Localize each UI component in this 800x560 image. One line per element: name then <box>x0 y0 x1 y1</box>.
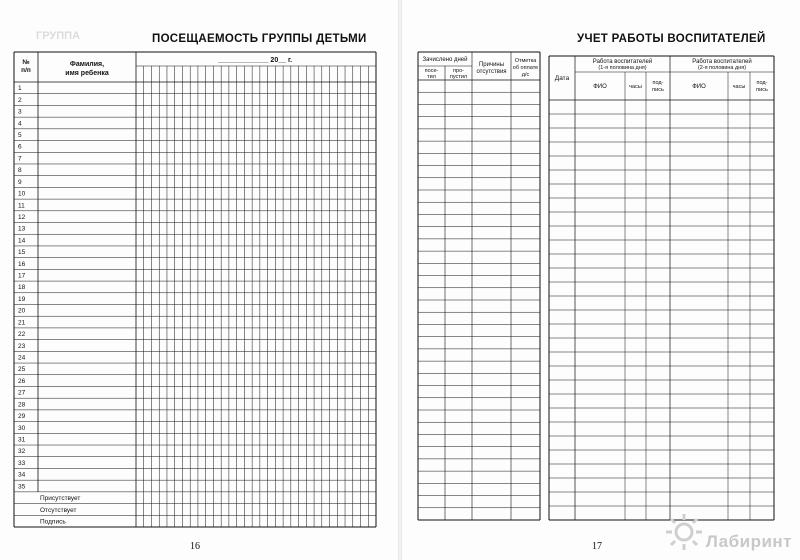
fio-label: ФИО <box>593 84 607 90</box>
page-number-right: 17 <box>592 541 602 552</box>
row-number: 35 <box>18 483 26 491</box>
row-number: 25 <box>18 366 26 374</box>
row-number: 20 <box>18 307 26 315</box>
row-number: 5 <box>18 131 22 139</box>
row-number: 3 <box>18 108 22 116</box>
work-first-half-label: Работа воспитателей <box>592 59 653 65</box>
date-column-label: Дата <box>554 75 570 82</box>
absence-reasons-label: отсутствия <box>476 69 507 75</box>
left-page <box>0 0 398 560</box>
missed-label: про- <box>453 68 464 74</box>
fio-label: ФИО <box>692 84 706 90</box>
labirint-watermark <box>672 506 792 554</box>
row-number: 26 <box>18 377 26 385</box>
row-number: 11 <box>18 202 25 210</box>
header-name-label: Фамилия, <box>69 61 105 68</box>
work-second-half-label: (2-я половина дня) <box>697 65 747 71</box>
credited-days-label: Зачислено дней <box>422 57 468 63</box>
row-number: 29 <box>18 413 26 421</box>
row-number: 7 <box>18 155 22 163</box>
signature-label: пись <box>652 87 664 93</box>
row-number: 12 <box>18 213 26 221</box>
row-number: 34 <box>18 471 26 479</box>
educator-work-table <box>402 0 800 560</box>
signature-label: пись <box>756 87 768 93</box>
row-number: 14 <box>18 237 26 245</box>
signature-label: под- <box>652 80 664 86</box>
attended-label: посе- <box>424 68 439 74</box>
row-number: 9 <box>18 178 22 186</box>
row-number: 32 <box>18 448 26 456</box>
row-number: 10 <box>18 190 26 198</box>
row-number: 17 <box>18 272 26 280</box>
work-first-half-label: (1-я половина дня) <box>598 65 647 71</box>
header-number-label: п/п <box>21 67 31 74</box>
row-number: 31 <box>18 436 26 444</box>
row-number: 15 <box>18 249 26 257</box>
row-number: 33 <box>18 459 26 467</box>
row-number: 19 <box>18 295 26 303</box>
hours-label: часы <box>732 84 746 90</box>
row-number: 22 <box>18 331 26 339</box>
attended-label: тил <box>427 74 436 80</box>
row-number: 21 <box>18 319 26 327</box>
payment-mark-label: об оплате <box>512 65 539 71</box>
row-number: 2 <box>18 96 22 104</box>
hours-label: часы <box>629 84 642 90</box>
payment-mark-label: д/с <box>521 72 530 78</box>
page-number-left: 16 <box>190 541 200 552</box>
row-number: 1 <box>18 85 22 93</box>
summary-row-label: Подпись <box>40 518 66 526</box>
row-number: 13 <box>18 225 26 233</box>
header-name-label: имя ребенка <box>65 70 109 77</box>
absence-reasons-label: Причины <box>478 62 505 68</box>
row-number: 28 <box>18 401 26 409</box>
header-number-label: № <box>22 59 30 66</box>
row-number: 4 <box>18 120 22 128</box>
watermark-text: Лабиринт <box>705 532 792 551</box>
row-number: 27 <box>18 389 26 397</box>
month-date-label: _____________ 20__ г. <box>217 57 293 64</box>
attendance-table <box>0 0 398 560</box>
educator-work-title: УЧЕТ РАБОТЫ ВОСПИТАТЕЛЕЙ <box>577 33 766 45</box>
row-number: 6 <box>18 143 22 151</box>
signature-label: под- <box>756 80 768 86</box>
row-number: 30 <box>18 424 26 432</box>
attendance-title: ПОСЕЩАЕМОСТЬ ГРУППЫ ДЕТЬМИ <box>152 33 367 45</box>
missed-label: пустил <box>449 74 468 80</box>
faint-header-ghost: ГРУППА <box>36 30 81 42</box>
row-number: 8 <box>18 167 22 175</box>
payment-mark-label: Отметка <box>514 58 537 64</box>
summary-row-label: Отсутствует <box>40 506 77 514</box>
right-page <box>402 0 800 560</box>
row-number: 23 <box>18 342 26 350</box>
row-number: 24 <box>18 354 26 362</box>
work-second-half-label: Работа воспитателей <box>692 59 752 65</box>
row-number: 16 <box>18 260 26 268</box>
sun-logo-icon <box>664 512 704 552</box>
summary-row-label: Присутствует <box>40 495 81 503</box>
row-number: 18 <box>18 284 26 292</box>
